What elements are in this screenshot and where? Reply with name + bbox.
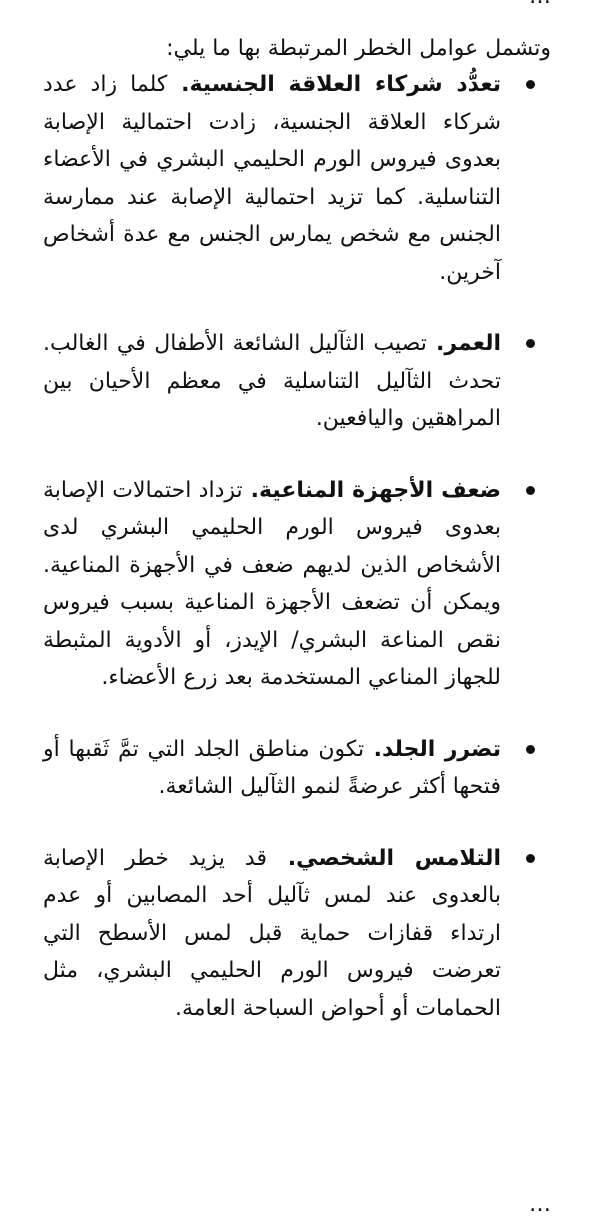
risk-factor-term: ضعف الأجهزة المناعية. [242,477,501,503]
risk-factor-description: تكون مناطق الجلد التي تمَّ ثَقبها أو فتحها أكثر عرضةً لنمو الثآليل الشائعة. [43,736,501,799]
bullet-icon [526,854,535,863]
list-item [43,472,543,697]
bullet-icon [526,339,535,348]
list-item [43,840,543,1028]
bullet-icon [526,745,535,754]
bullet-icon [526,80,535,89]
risk-factor-description: تصيب الثآليل الشائعة الأطفال في الغالب. تحدث الثآليل التناسلية في معظم الأحيان بين المراهقين واليافعين. [43,331,501,431]
risk-factor-description: كلما زاد عدد شركاء العلاقة الجنسية، زادت احتمالية الإصابة بعدوى فيروس الورم الحليمي البشري في الأعضاء التناسلية. كما تزيد احتمالية الإصابة عند ممارسة الجنس مع شخص يمارس الجنس مع عدة أشخاص آخرين. [43,72,501,285]
risk-factor-term: تضرر الجلد. [364,736,501,762]
list-item [43,66,543,291]
risk-factor-description: قد يزيد خطر الإصابة بالعدوى عند لمس ثآليل أحد المصابين أو عدم ارتداء قفازات حماية قبل لمس الأسطح التي تعرضت فيروس الورم الحليمي البشري، مثل الحمامات أو أحواض السباحة العامة. [43,845,501,1021]
risk-factor-term: العمر. [426,331,501,356]
list-item [43,731,543,806]
intro-paragraph: وتشمل عوامل الخطر المرتبطة بها ما يلي: [166,36,551,61]
bullet-icon [526,486,535,495]
clipped-bottom-text: … [529,1192,551,1217]
clipped-top-text [529,0,551,15]
risk-factor-term: تعدُّد شركاء العلاقة الجنسية. [167,72,501,97]
risk-factors-list [43,66,543,1061]
risk-factor-description: تزداد احتمالات الإصابة بعدوى فيروس الورم الحليمي البشري لدى الأشخاص الذين لديهم ضعف في الأجهزة المناعية. ويمكن أن تضعف الأجهزة المناعية بسبب فيروس نقص المناعة البشري/ الإيدز، أو الأدوية المثبطة للجهاز المناعي المستخدمة بعد زرع الأعضاء. [43,477,501,690]
risk-factor-term: التلامس الشخصي. [266,845,501,871]
list-item [43,325,543,438]
